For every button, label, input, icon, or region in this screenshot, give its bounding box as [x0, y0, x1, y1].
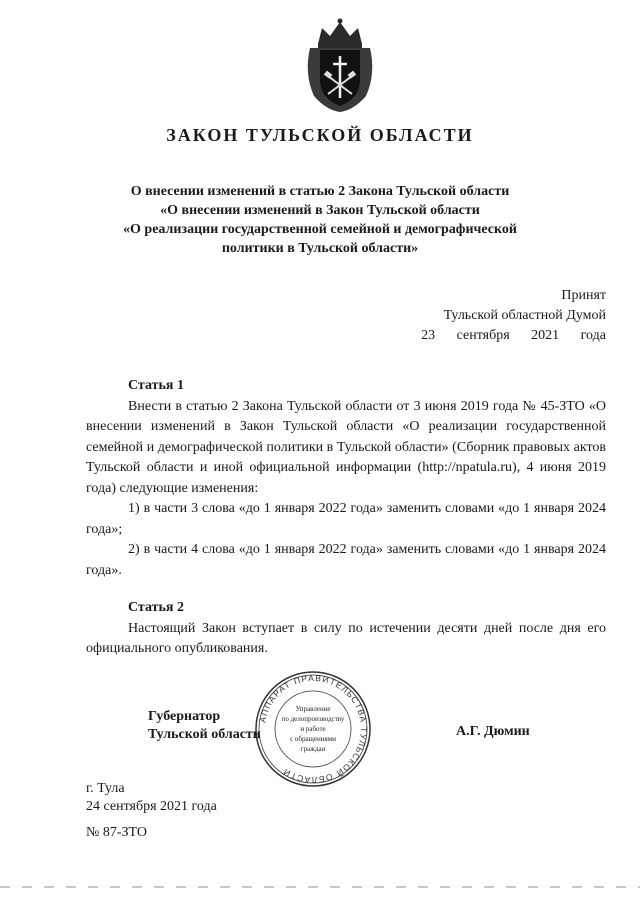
law-number: № 87-ЗТО [86, 825, 148, 840]
signatory-name: А.Г. Дюмин [456, 724, 530, 739]
signatory-title-line: Губернатор [148, 709, 221, 724]
article-2-paragraph: Настоящий Закон вступает в силу по истечении десяти дней после дня его официального опубликования. [86, 620, 606, 656]
article-1 [86, 376, 606, 581]
article-1-heading: Статья 1 [128, 378, 184, 393]
subtitle-line: политики в Тульской области» [221, 241, 419, 256]
stamp-line: и работе [300, 725, 326, 733]
accepted-by: Тульской областной Думой [443, 308, 606, 323]
stamp-line: по делопроизводству [281, 715, 345, 723]
article-1-paragraph: 1) в части 3 слова «до 1 января 2022 года» заменить словами «до 1 января 2024 года»; [86, 501, 606, 537]
article-2 [86, 598, 606, 660]
place-and-date [86, 780, 217, 816]
coat-of-arms-icon [300, 14, 380, 114]
accepted-label: Принят [561, 288, 606, 303]
stamp-line: граждан [300, 745, 326, 753]
subtitle-line: «О внесении изменений в Закон Тульской области [160, 203, 480, 218]
signatory-title-line: Тульской области [148, 727, 261, 742]
stamp-outer-text: АППАРАТ ПРАВИТЕЛЬСТВА ТУЛЬСКОЙ ОБЛАСТИ [257, 672, 370, 786]
accepted-block [421, 286, 606, 346]
law-subtitle [110, 182, 530, 258]
sign-date: 24 сентября 2021 года [86, 799, 217, 814]
signatory-title [148, 708, 261, 744]
article-2-heading: Статья 2 [128, 600, 184, 615]
scan-artifact-line [0, 886, 640, 888]
stamp-line: с обращениями [290, 735, 336, 743]
city: г. Тула [86, 781, 125, 796]
article-1-paragraph: 2) в части 4 слова «до 1 января 2022 года» заменить словами «до 1 января 2024 года». [86, 542, 606, 578]
stamp-line: Управление [295, 705, 331, 713]
accepted-date: 23 сентября 2021 года [421, 328, 606, 343]
law-title: ЗАКОН ТУЛЬСКОЙ ОБЛАСТИ [166, 125, 474, 145]
subtitle-line: «О реализации государственной семейной и демографической [123, 222, 517, 237]
official-stamp [254, 670, 372, 788]
article-1-paragraph: Внести в статью 2 Закона Тульской области от 3 июня 2019 года № 45-ЗТО «О внесении изменений в Закон Тульской области «О реализации государственной семейной и демографической политики в Тульской области» (Сборник правовых актов Тульской области и иной официальной информации (http://npatula.ru), 4 июня 2019 года) следующие изменения: [86, 398, 606, 496]
subtitle-line: О внесении изменений в статью 2 Закона Тульской области [130, 184, 510, 199]
